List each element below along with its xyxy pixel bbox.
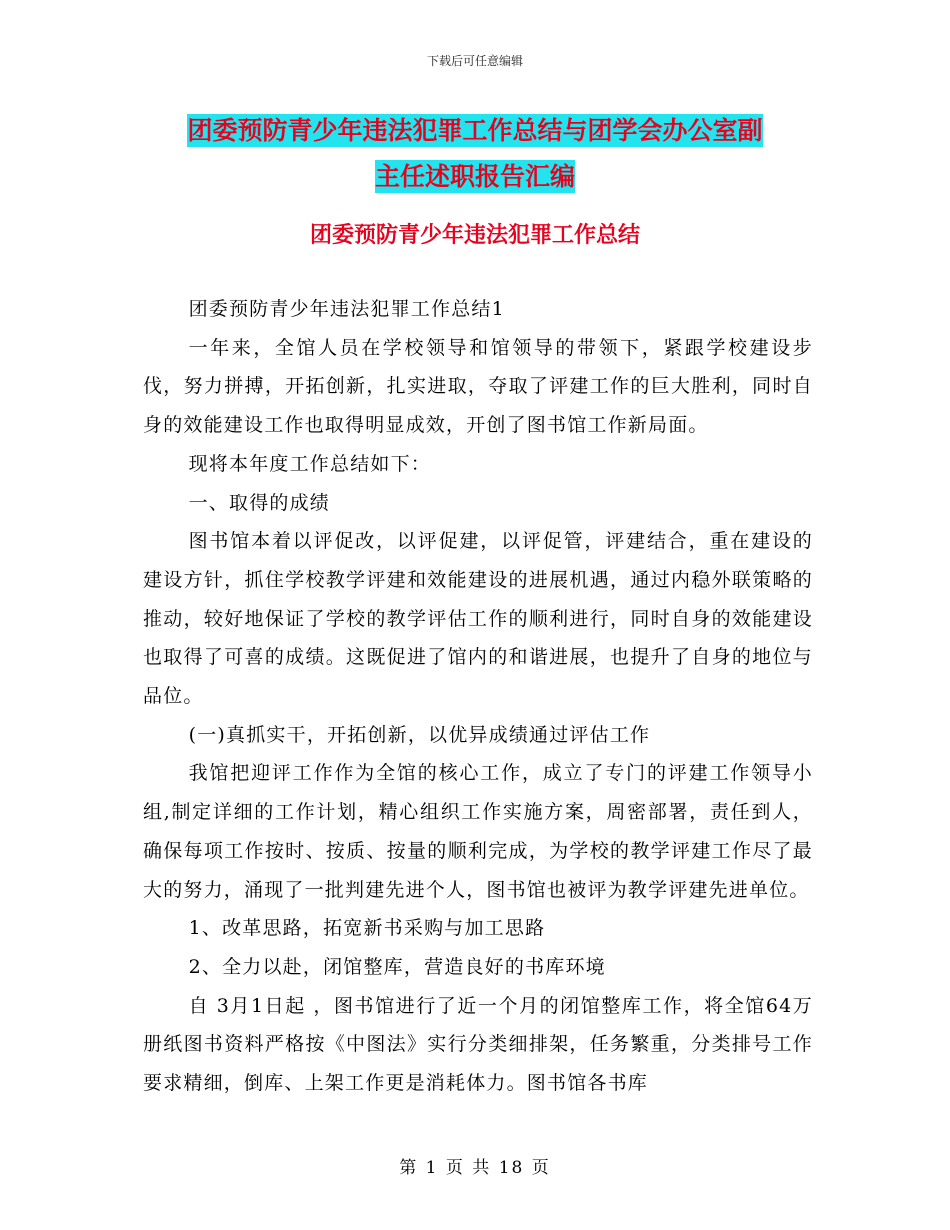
header-note: 下载后可任意编辑 — [426, 54, 523, 68]
body-text — [143, 290, 813, 1103]
paragraph: 一、取得的成绩 — [188, 491, 330, 514]
paragraph: 现将本年度工作总结如下： — [188, 452, 431, 475]
paragraph: 2、全力以赴，闭馆整库，营造良好的书库环境 — [188, 955, 606, 978]
paragraph: 团委预防青少年违法犯罪工作总结1 — [188, 298, 505, 320]
document-title-line2: 主任述职报告汇编 — [374, 162, 575, 191]
paragraph: 图书馆本着以评促改，以评促建，以评促管，评建结合，重在建设的建设方针，抓住学校教学评建和效能建设的进展机遇，通过内稳外联策略的推动，较好地保证了学校的教学评估工作的顺利进行，同时自身的效能建设也取得了可喜的成绩。这既促进了馆内的和谐进展，也提升了自身的地位与品位。 — [143, 530, 813, 708]
paragraph: 我馆把迎评工作作为全馆的核心工作，成立了专门的评建工作领导小组,制定详细的工作计划，精心组织工作实施方案，周密部署，责任到人，确保每项工作按时、按质、按量的顺利完成，为学校的教学评建工作尽了最大的努力，涌现了一批判建先进个人，图书馆也被评为教学评建先进单位。 — [143, 762, 813, 901]
paragraph: 1、改革思路，拓宽新书采购与加工思路 — [188, 917, 546, 940]
page-footer: 第 1 页 共 18 页 — [399, 1158, 551, 1178]
section-title: 团委预防青少年违法犯罪工作总结 — [309, 222, 640, 248]
paragraph: 自 3月1日起 ，图书馆进行了近一个月的闭馆整库工作，将全馆64万册纸图书资料严格按《中图法》实行分类细排架，任务繁重，分类排号工作要求精细，倒库、上架工作更是消耗体力。图书馆各书库 — [143, 994, 813, 1095]
paragraph: 一年来，全馆人员在学校领导和馆领导的带领下，紧跟学校建设步伐，努力拼搏，开拓创新，扎实进取，夺取了评建工作的巨大胜利，同时自身的效能建设工作也取得明显成效，开创了图书馆工作新局面。 — [143, 336, 813, 437]
paragraph: (一)真抓实干，开拓创新，以优异成绩通过评估工作 — [188, 723, 651, 746]
document-title — [140, 108, 810, 200]
document-title-line1: 团委预防青少年违法犯罪工作总结与团学会办公室副 — [187, 116, 763, 145]
